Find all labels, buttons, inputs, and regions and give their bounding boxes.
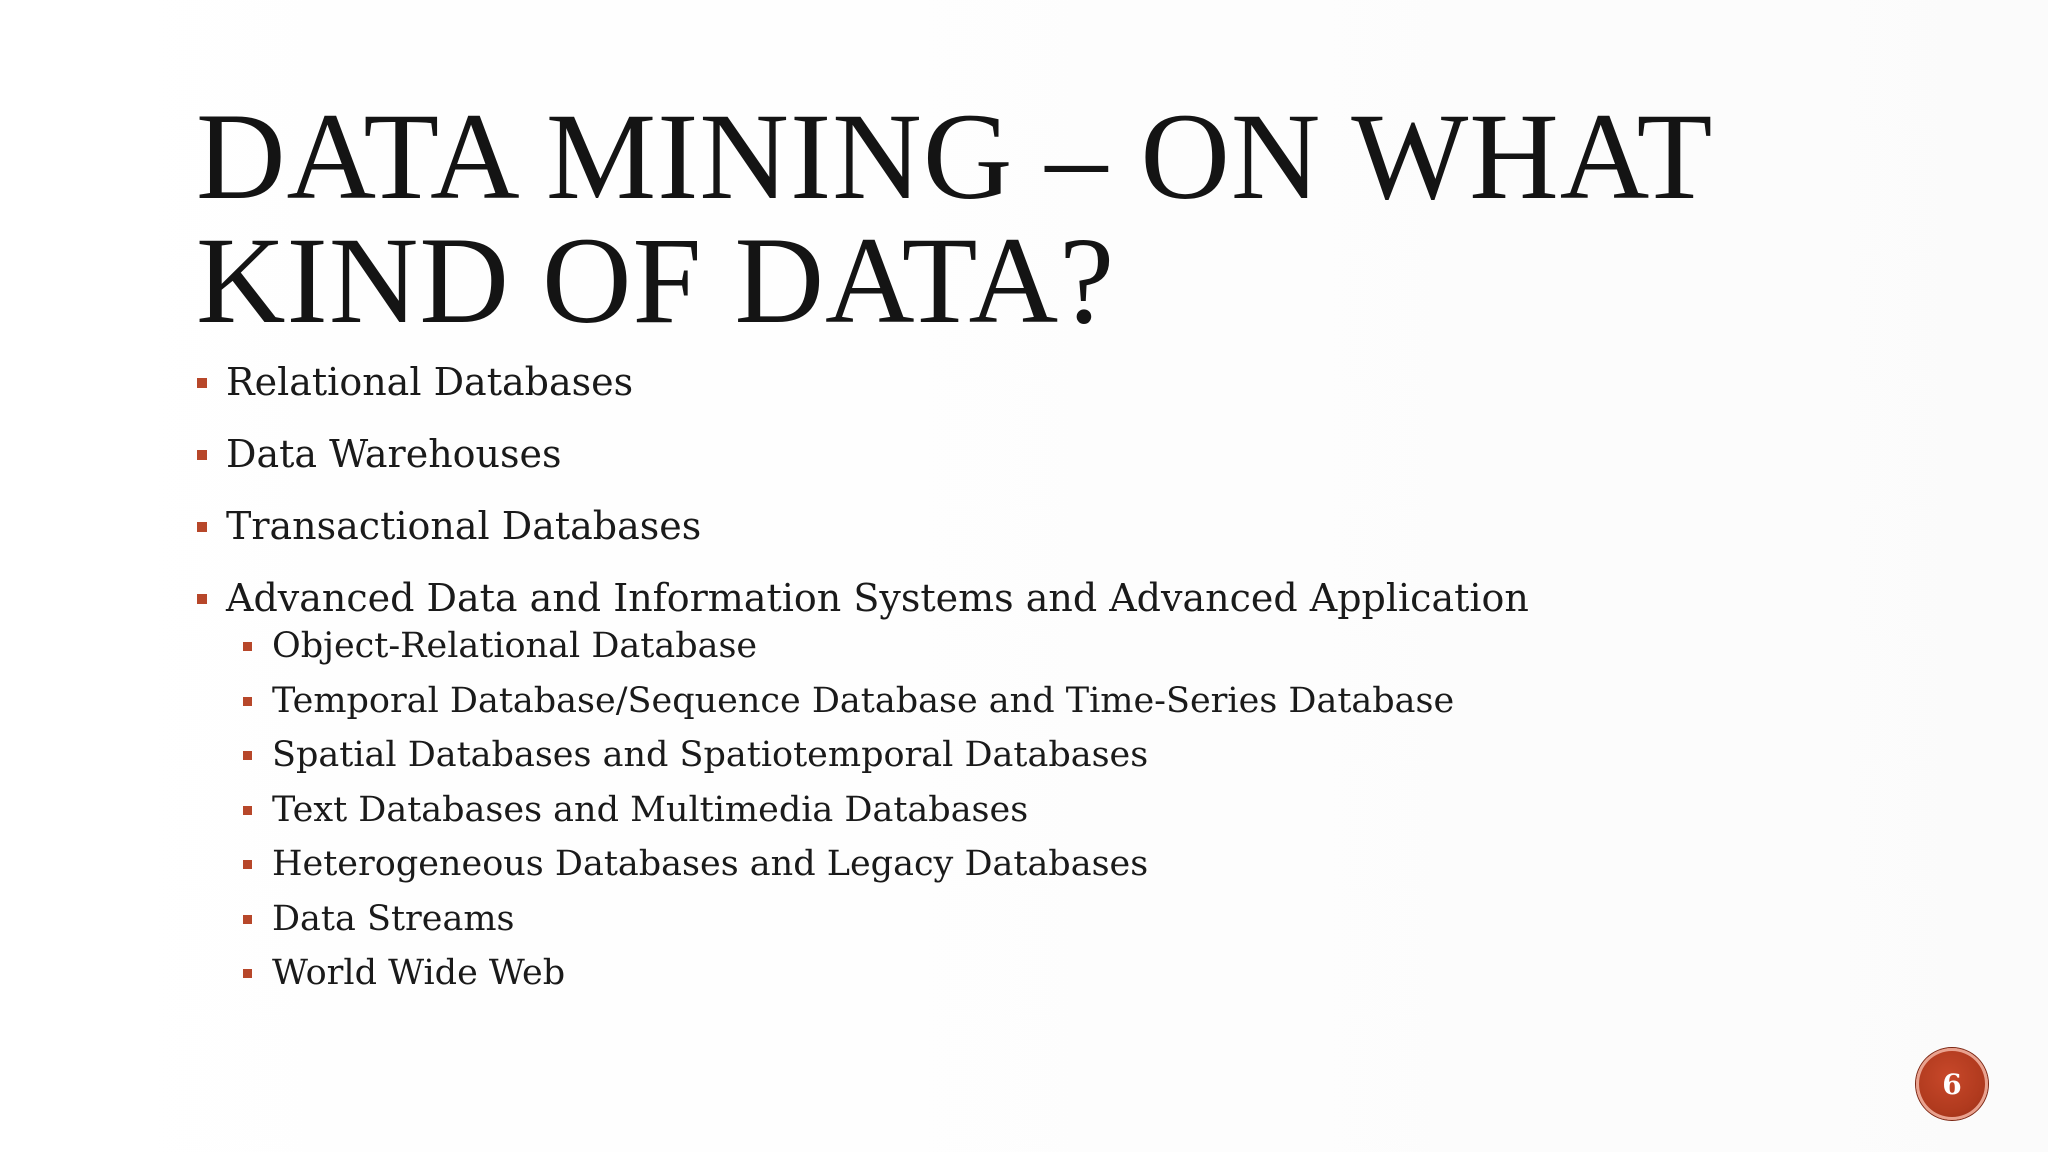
- sub-list-item-text: Text Databases and Multimedia Databases: [272, 789, 1029, 830]
- square-bullet-icon: [243, 915, 252, 924]
- sub-list-item: [242, 790, 1896, 830]
- square-bullet-icon: [243, 751, 252, 760]
- square-bullet-icon: [197, 378, 207, 388]
- slide-title: [196, 88, 1846, 349]
- list-item: [196, 358, 1896, 406]
- square-bullet-icon: [197, 450, 207, 460]
- title-line-2: KIND OF DATA?: [196, 212, 1116, 349]
- list-item: [196, 430, 1896, 478]
- bullet-list: [196, 358, 1896, 1008]
- sub-list-item-text: Temporal Database/Sequence Database and Time-Series Database: [272, 680, 1455, 721]
- square-bullet-icon: [197, 522, 207, 532]
- square-bullet-icon: [243, 806, 252, 815]
- list-item: [196, 502, 1896, 550]
- list-item: [196, 574, 1896, 622]
- square-bullet-icon: [197, 594, 207, 604]
- list-item-text: Advanced Data and Information Systems and Advanced Application: [226, 576, 1529, 620]
- sub-list-item-text: Spatial Databases and Spatiotemporal Databases: [272, 735, 1149, 775]
- list-item-text: Transactional Databases: [226, 504, 702, 548]
- sub-bullet-list: [242, 626, 1896, 993]
- square-bullet-icon: [243, 697, 252, 706]
- sub-list-item: [242, 899, 1896, 939]
- sub-list-item-text: Data Streams: [272, 898, 515, 939]
- title-line-1: DATA MINING – ON WHAT: [196, 88, 1714, 225]
- square-bullet-icon: [243, 642, 252, 651]
- sub-list-item: [242, 735, 1896, 775]
- sub-list-item: [242, 681, 1896, 721]
- sub-list-item-text: World Wide Web: [272, 953, 566, 993]
- sub-list-item-text: Heterogeneous Databases and Legacy Databases: [272, 844, 1149, 884]
- sub-list-item: [242, 844, 1896, 884]
- list-item-text: Relational Databases: [226, 360, 634, 404]
- page-number-badge: [1916, 1048, 1988, 1120]
- square-bullet-icon: [243, 969, 252, 978]
- square-bullet-icon: [243, 860, 252, 869]
- sub-list-item: [242, 626, 1896, 666]
- sub-list-item: [242, 953, 1896, 993]
- list-item-text: Data Warehouses: [226, 432, 562, 476]
- page-number: 6: [1942, 1067, 1962, 1101]
- sub-list-item-text: Object-Relational Database: [272, 626, 758, 666]
